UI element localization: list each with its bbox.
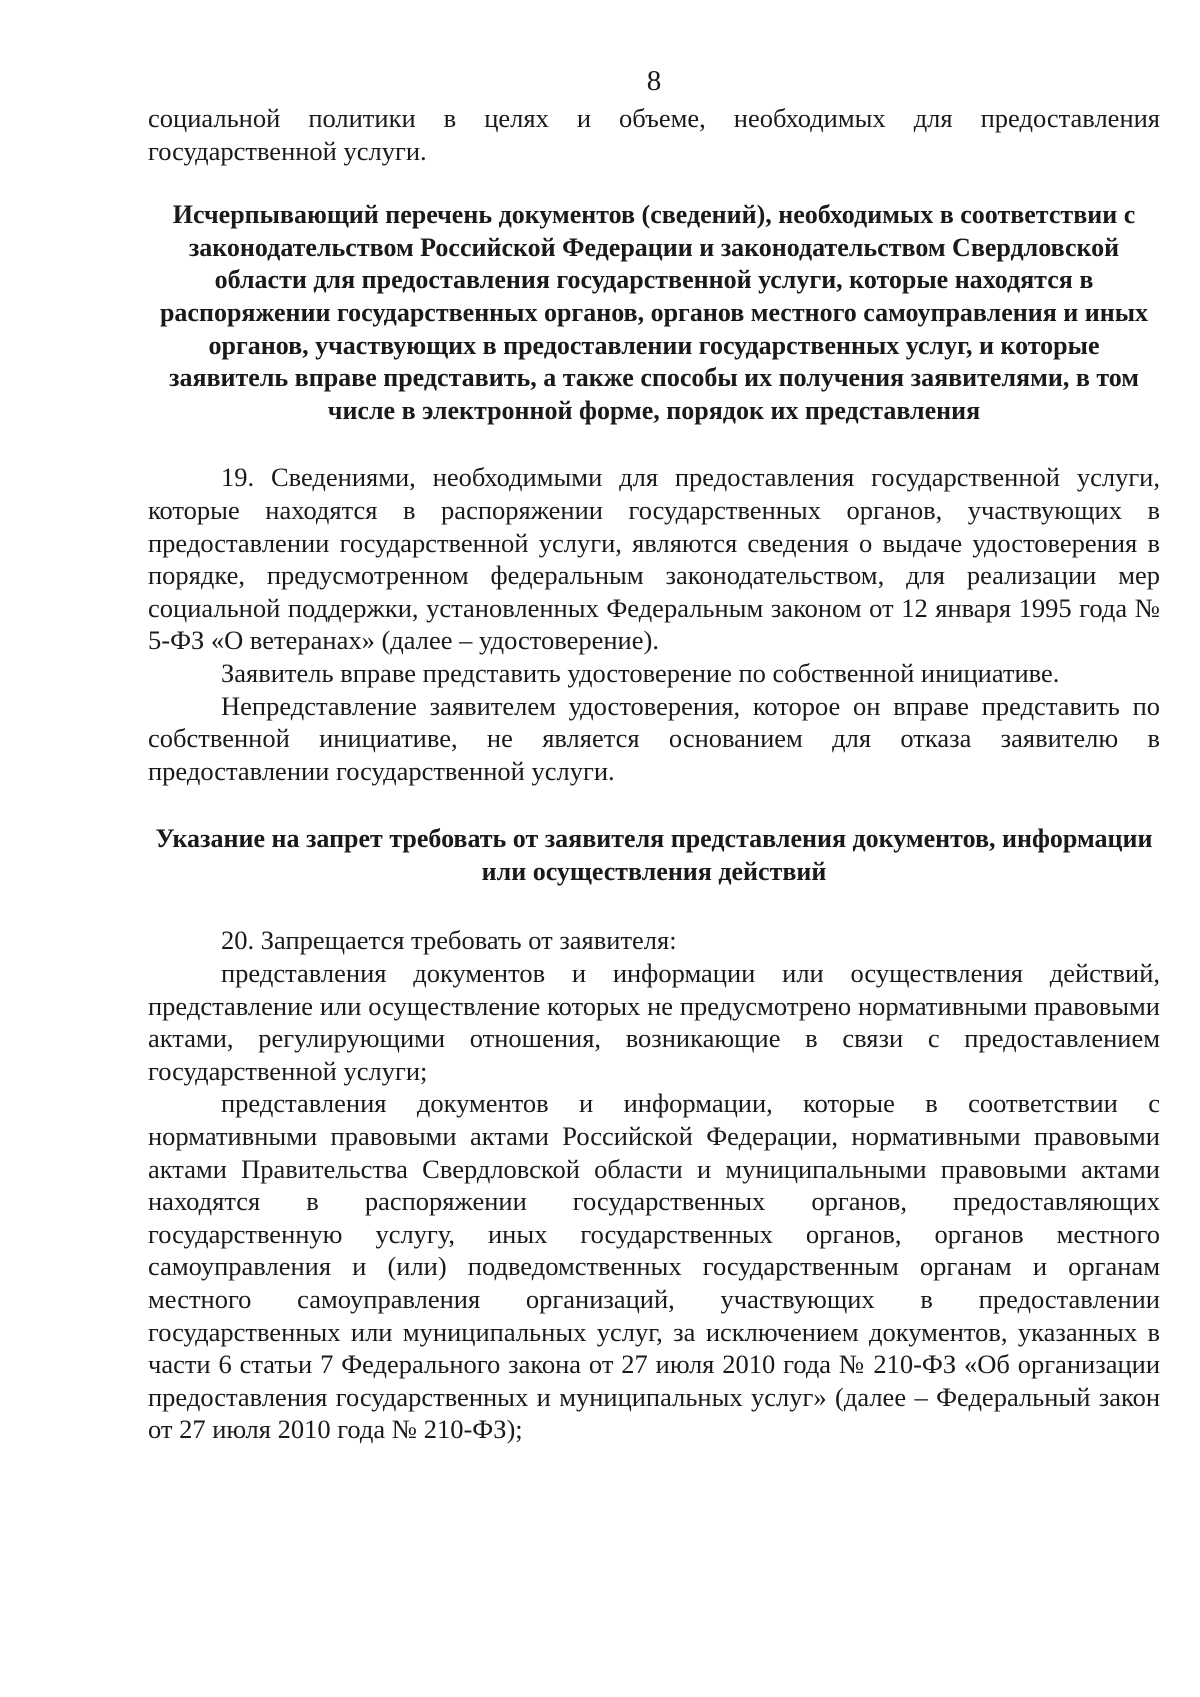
section-heading-prohibition: Указание на запрет требовать от заявителя представления документов, информации или осуществления действий	[155, 824, 1153, 886]
section-heading-documents: Исчерпывающий перечень документов (сведений), необходимых в соответствии с законодательством Российской Федерации и законодательством Свердловской области для предоставления государственной услуги, которые находятся в распоряжении государственных органов, органов местного самоуправления и иных органов, участвующих в предоставлении государственных услуг, и которые заявитель вправе представить, а также способы их получения заявителями, в том числе в электронной форме, порядок их представления	[159, 200, 1149, 425]
document-page	[148, 64, 1160, 1446]
paragraph-19-non-submission: Непредставление заявителем удостоверения, которое он вправе представить по собственной инициативе, не является основанием для отказа заявителю в предоставлении государственной услуги.	[148, 690, 1160, 786]
paragraph-19-applicant-right: Заявитель вправе представить удостоверение по собственной инициативе.	[221, 657, 1060, 688]
page-number: 8	[646, 65, 662, 97]
paragraph-20-item-2: представления документов и информации, которые в соответствии с нормативными правовыми актами Российской Федерации, нормативными правовыми актами Правительства Свердловской области и муниципальными правовыми актами находятся в распоряжении государственных органов, предоставляющих государственную услугу, иных государственных органов, органов местного самоуправления и (или) подведомственных государственным органам и органам местного самоуправления организаций, участвующих в предоставлении государственных или муниципальных услуг, за исключением документов, указанных в части 6 статьи 7 Федерального закона от 27 июля 2010 года № 210-ФЗ «Об организации предоставления государственных и муниципальных услуг» (далее – Федеральный закон от 27 июля 2010 года № 210-ФЗ);	[148, 1088, 1160, 1445]
paragraph-20-item-1: представления документов и информации или осуществления действий, представление или осуществление которых не предусмотрено нормативными правовыми актами, регулирующими отношения, возникающие в связи с предоставлением государственной услуги;	[148, 958, 1160, 1086]
paragraph-20: 20. Запрещается требовать от заявителя:	[221, 925, 677, 956]
paragraph-19: 19. Сведениями, необходимыми для предоставления государственной услуги, которые находятся в распоряжении государственных органов, участвующих в предоставлении государственной услуги, являются сведения о выдаче удостоверения в порядке, предусмотренном федеральным законодательством, для реализации мер социальной поддержки, установленных Федеральным законом от 12 января 1995 года № 5-ФЗ «О ветеранах» (далее – удостоверение).	[148, 462, 1160, 656]
continued-paragraph: социальной политики в целях и объеме, необходимых для предоставления государственной услуги.	[148, 103, 1160, 166]
